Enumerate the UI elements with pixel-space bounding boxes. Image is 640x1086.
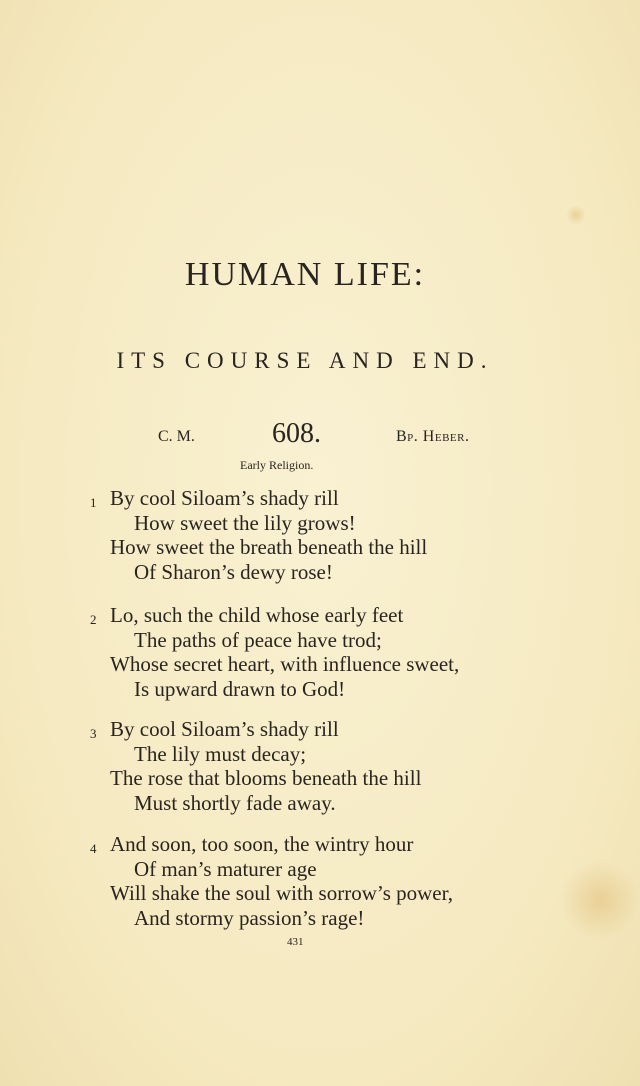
hymn-number: 608. [272,418,321,449]
verse-line: The paths of peace have trod; [134,627,382,652]
stanza [90,832,453,930]
verse-line: And stormy passion’s rage! [134,905,365,930]
stanza-number: 3 [90,726,97,741]
verse-line: Of Sharon’s dewy rose! [134,559,333,584]
hymn-meter: C. M. [158,428,195,445]
stanza [90,717,421,815]
verse-line: The lily must decay; [134,741,307,766]
verse-line: By cool Siloam’s shady rill [110,717,339,741]
verse-line: Lo, such the child whose early feet [110,603,404,627]
stanza [90,486,427,584]
stanza-number: 2 [90,612,97,627]
verse-line: Will shake the soul with sorrow’s power, [110,881,454,905]
foxing-stain [560,860,640,940]
hymn-theme: Early Religion. [240,458,314,472]
verse-line: How sweet the breath beneath the hill [110,535,428,559]
stanza-number: 1 [90,495,97,510]
verse-line: The rose that blooms beneath the hill [110,766,422,790]
page-number: 431 [287,936,304,948]
verse-line: By cool Siloam’s shady rill [110,486,339,510]
verse-line: Of man’s maturer age [134,856,317,881]
verse-line: Whose secret heart, with influence sweet, [110,652,460,676]
verse-line: And soon, too soon, the wintry hour [110,832,414,856]
foxing-stain [566,205,586,225]
verse-line: How sweet the lily grows! [134,510,356,535]
stanza [90,603,459,701]
hymn-author: Bp. Heber. [396,428,470,445]
section-subtitle: ITS COURSE AND END. [116,348,494,373]
verse-line: Is upward drawn to God! [134,676,346,701]
hymn-header [0,418,640,452]
stanza-number: 4 [90,841,97,856]
verse-line: Must shortly fade away. [134,790,336,815]
section-title: HUMAN LIFE: [184,256,426,293]
